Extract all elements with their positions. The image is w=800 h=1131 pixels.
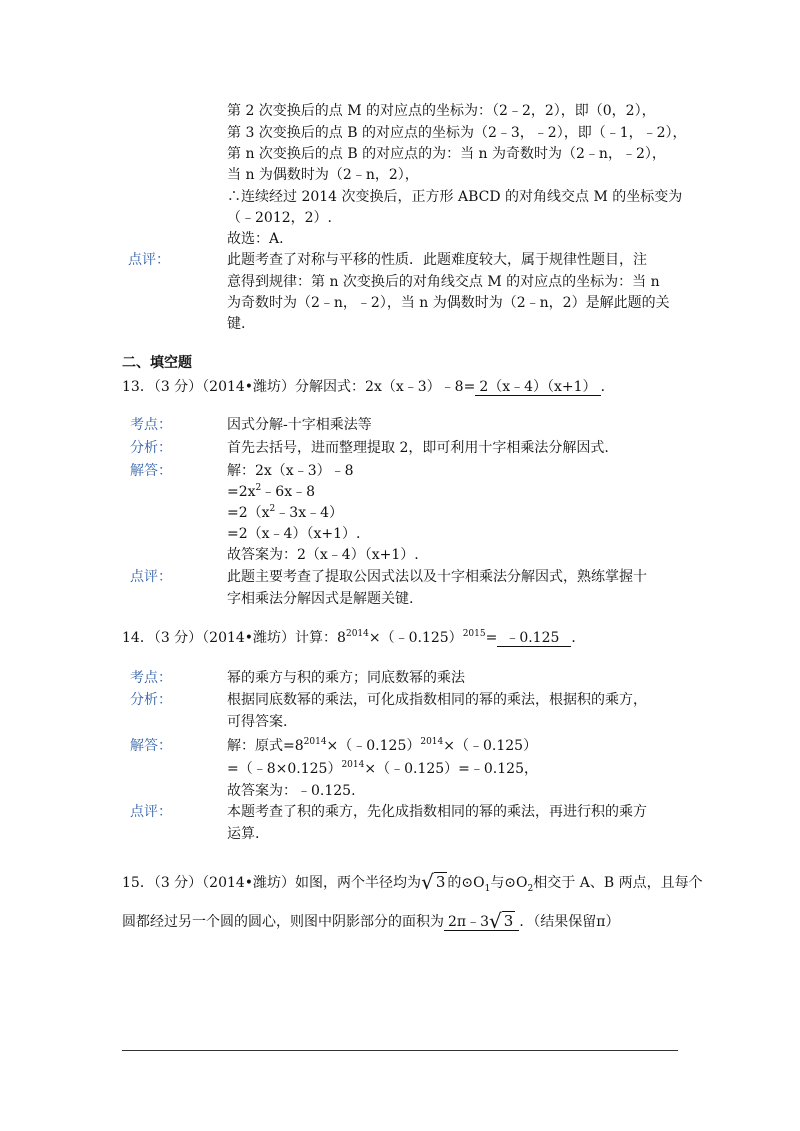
stem-text: 15．（3 分）（2014•潍坊）如图，两个半径均为 xyxy=(122,875,422,891)
section-title: 二、填空题 xyxy=(122,355,192,371)
jieda-line: 解：2x（x﹣3）﹣8 xyxy=(227,463,354,479)
fenxi-label: 分析： xyxy=(130,692,172,708)
solution-line: 第 n 次变换后的点 B 的对应点的为：当 n 为奇数时为（2﹣n，﹣2）， xyxy=(227,146,666,162)
comment-line: 此题考查了对称与平移的性质．此题难度较大，属于规律性题目，注 xyxy=(227,252,647,268)
dianping-label: 点评： xyxy=(130,569,172,585)
jieda-label: 解答： xyxy=(130,738,172,754)
math-text: =2（x xyxy=(227,505,270,521)
stem-tail: ． xyxy=(571,630,586,646)
comment-label: 点评： xyxy=(128,252,170,268)
question-14-stem xyxy=(122,627,585,647)
stem-text: 与⊙O xyxy=(490,875,528,891)
question-15-stem-line2 xyxy=(122,911,620,931)
stem-text: ．（结果保留π） xyxy=(519,914,620,930)
question-15-stem-line1 xyxy=(122,870,703,894)
exponent: 2014 xyxy=(345,629,369,639)
stem-text: 13．（3 分）（2014•潍坊）分解因式：2x（x﹣3）﹣8= xyxy=(122,379,476,395)
sqrt-symbol: √ 3 xyxy=(421,870,446,894)
dianping-line: 本题考查了积的乘方，先化成指数相同的幂的乘法，再进行积的乘方 xyxy=(227,804,647,820)
fenxi-line: 可得答案. xyxy=(227,714,288,730)
stem-text: 圆都经过另一个圆的圆心，则图中阴影部分的面积为 xyxy=(122,914,444,930)
kaodian-label: 考点： xyxy=(130,670,172,686)
math-text: ﹣3x﹣4） xyxy=(275,505,343,521)
exponent: 2 xyxy=(255,483,262,493)
fenxi-text: 首先去括号，进而整理提取 2，即可利用十字相乘法分解因式. xyxy=(227,440,609,456)
stem-text: 相交于 A、B 两点，且每个 xyxy=(533,875,703,891)
jieda-label: 解答： xyxy=(130,463,172,479)
dianping-line: 字相乘法分解因式是解题关键. xyxy=(227,591,414,607)
footer-divider xyxy=(122,1050,678,1051)
answer-text: 2π﹣3 xyxy=(448,914,490,930)
comment-line: 键. xyxy=(227,316,246,332)
dianping-line: 运算. xyxy=(227,826,260,842)
stem-text: = xyxy=(485,630,498,646)
answer-blank xyxy=(444,909,519,933)
math-text: ×（﹣0.125） xyxy=(443,738,538,754)
radicand: 3 xyxy=(435,873,446,891)
stem-text: 的⊙O xyxy=(447,875,485,891)
dianping-line: 此题主要考查了提取公因式法以及十字相乘法分解因式，熟练掌握十 xyxy=(227,569,647,585)
kaodian-text: 幂的乘方与积的乘方；同底数幂的乘法 xyxy=(227,670,465,686)
stem-text: 14．（3 分）（2014•潍坊）计算：8 xyxy=(122,630,346,646)
sqrt-symbol: √ 3 xyxy=(489,909,514,933)
solution-line: 故选：A. xyxy=(227,231,284,247)
math-text: =2x xyxy=(227,484,256,500)
solution-line: ∴连续经过 2014 次变换后，正方形 ABCD 的对角线交点 M 的坐标变为 xyxy=(227,189,683,205)
exponent: 2014 xyxy=(341,760,365,770)
exponent: 2 xyxy=(269,504,276,514)
solution-line: 第 2 次变换后的点 M 的对应点的坐标为：（2﹣2，2），即（0，2）， xyxy=(227,103,656,119)
fenxi-label: 分析： xyxy=(130,440,172,456)
math-text: 解：原式=8 xyxy=(227,738,304,754)
jieda-line xyxy=(227,735,537,755)
radicand: 3 xyxy=(503,912,514,930)
fenxi-line: 根据同底数幂的乘法，可化成指数相同的幂的乘法，根据积的乘方， xyxy=(227,692,647,708)
subscript: 1 xyxy=(484,883,491,894)
jieda-line: 故答案为：﹣0.125. xyxy=(227,783,356,799)
math-text: ×（﹣0.125） xyxy=(326,738,421,754)
stem-text: ×（﹣0.125） xyxy=(368,630,463,646)
jieda-line xyxy=(227,758,538,778)
math-text: ﹣6x﹣8 xyxy=(261,484,315,500)
jieda-line: =2（x﹣4）（x+1）. xyxy=(227,526,361,542)
dianping-label: 点评： xyxy=(130,804,172,820)
solution-line: 当 n 为偶数时为（2﹣n，2）， xyxy=(227,167,419,183)
jieda-line: 故答案为：2（x﹣4）（x+1）. xyxy=(227,547,419,563)
solution-line: （﹣2012，2）. xyxy=(227,210,332,226)
solution-line: 第 3 次变换后的点 B 的对应点的坐标为（2﹣3，﹣2），即（﹣1，﹣2）， xyxy=(227,125,687,141)
comment-line: 意得到规律：第 n 次变换后的对角线交点 M 的对应点的坐标为：当 n xyxy=(227,274,660,290)
answer-blank: 2（x﹣4）（x+1） xyxy=(475,380,600,396)
kaodian-label: 考点： xyxy=(130,417,172,433)
exponent: 2015 xyxy=(462,629,486,639)
jieda-line xyxy=(227,481,315,501)
math-text: ×（﹣0.125）=﹣0.125， xyxy=(364,761,538,777)
subscript: 2 xyxy=(527,883,534,894)
answer-blank: ﹣0.125 xyxy=(497,631,571,647)
kaodian-text: 因式分解-十字相乘法等 xyxy=(227,417,372,433)
exponent: 2014 xyxy=(420,737,444,747)
jieda-line xyxy=(227,502,343,522)
comment-line: 为奇数时为（2﹣n，﹣2），当 n 为偶数时为（2﹣n，2）是解此题的关 xyxy=(227,295,670,311)
exponent: 2014 xyxy=(303,737,327,747)
stem-tail: ． xyxy=(600,379,615,395)
math-text: =（﹣8×0.125） xyxy=(227,761,342,777)
question-13-stem xyxy=(122,376,615,396)
